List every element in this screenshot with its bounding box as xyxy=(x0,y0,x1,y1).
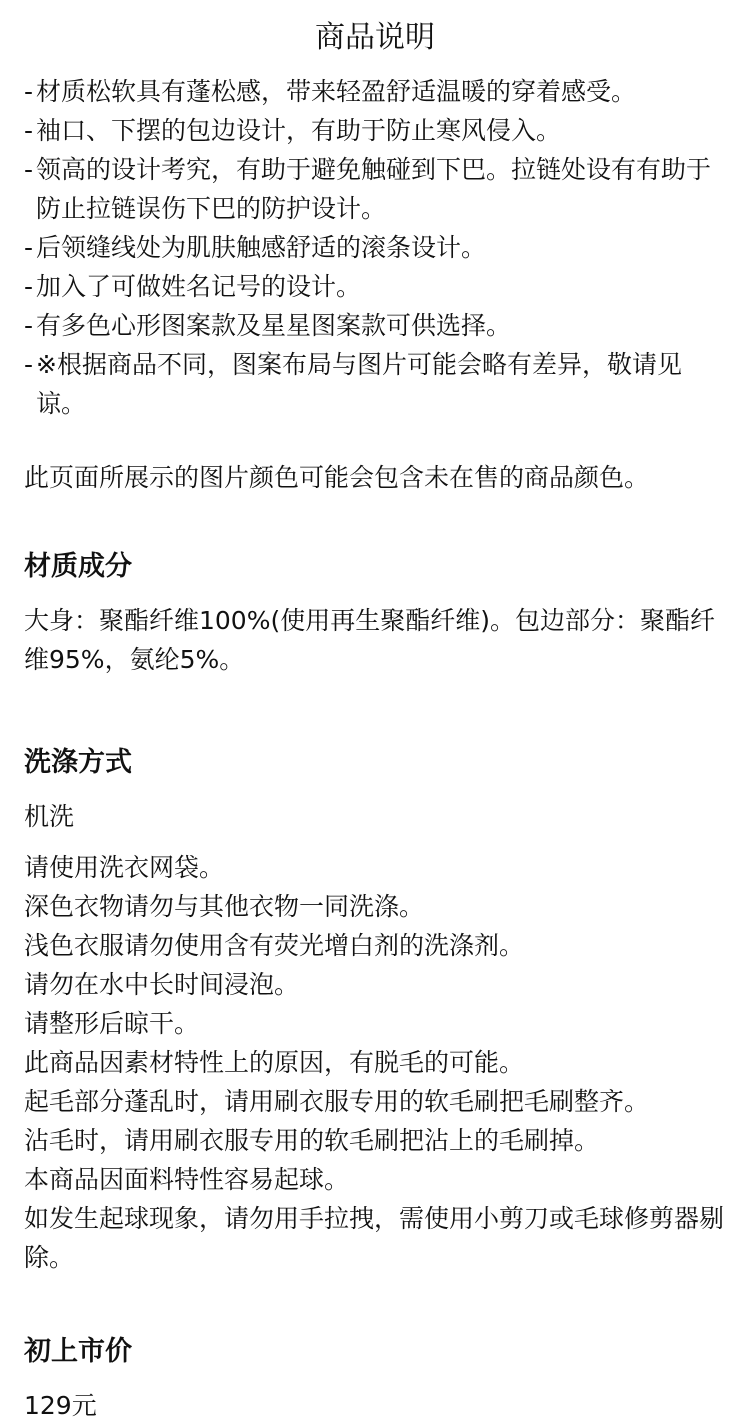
washing-instruction: 起毛部分蓬乱时，请用刷衣服专用的软毛刷把毛刷整齐。 xyxy=(24,1087,650,1116)
feature-item xyxy=(24,306,726,345)
bullet-dash: - xyxy=(24,155,34,184)
material-heading: 材质成分 xyxy=(24,551,132,582)
price-heading: 初上市价 xyxy=(24,1336,132,1367)
feature-text: 袖口、下摆的包边设计，有助于防止寒风侵入。 xyxy=(36,116,562,145)
color-note: 此页面所展示的图片颜色可能会包含未在售的商品颜色。 xyxy=(24,463,650,492)
feature-text: 领高的设计考究，有助于避免触碰到下巴。拉链处设有有助于防止拉链误伤下巴的防护设计。 xyxy=(36,155,712,223)
feature-item xyxy=(24,72,726,111)
feature-item xyxy=(24,228,726,267)
washing-instruction: 此商品因素材特性上的原因，有脱毛的可能。 xyxy=(24,1048,525,1077)
washing-instruction: 本商品因面料特性容易起球。 xyxy=(24,1165,350,1194)
washing-instruction: 如发生起球现象，请勿用手拉拽，需使用小剪刀或毛球修剪器剔除。 xyxy=(24,1204,725,1272)
feature-text: 材质松软具有蓬松感，带来轻盈舒适温暖的穿着感受。 xyxy=(36,77,637,106)
feature-item xyxy=(24,150,726,228)
washing-instruction: 请使用洗衣网袋。 xyxy=(24,853,225,882)
feature-text: ※根据商品不同，图案布局与图片可能会略有差异，敬请见谅。 xyxy=(36,350,682,418)
page-title: 商品说明 xyxy=(315,20,435,55)
bullet-dash: - xyxy=(24,311,34,340)
washing-instruction: 请整形后晾干。 xyxy=(24,1009,200,1038)
bullet-dash: - xyxy=(24,272,34,301)
feature-item xyxy=(24,267,726,306)
washing-instruction: 请勿在水中长时间浸泡。 xyxy=(24,970,300,999)
material-text: 大身：聚酯纤维100%(使用再生聚酯纤维)。包边部分：聚酯纤维95%，氨纶5%。 xyxy=(24,606,715,674)
washing-instruction: 沾毛时，请用刷衣服专用的软毛刷把沾上的毛刷掉。 xyxy=(24,1126,600,1155)
bullet-dash: - xyxy=(24,77,34,106)
feature-item xyxy=(24,111,726,150)
feature-text: 后领缝线处为肌肤触感舒适的滚条设计。 xyxy=(36,233,487,262)
washing-instruction: 深色衣物请勿与其他衣物一同洗涤。 xyxy=(24,892,425,921)
feature-list xyxy=(24,72,726,423)
washing-heading: 洗涤方式 xyxy=(24,747,132,778)
washing-instructions xyxy=(24,848,726,1277)
washing-instruction: 浅色衣服请勿使用含有荧光增白剂的洗涤剂。 xyxy=(24,931,525,960)
washing-method: 机洗 xyxy=(24,802,75,831)
feature-text: 加入了可做姓名记号的设计。 xyxy=(36,272,362,301)
bullet-dash: - xyxy=(24,350,34,379)
bullet-dash: - xyxy=(24,233,34,262)
price-value: 129元 xyxy=(24,1391,97,1420)
feature-item xyxy=(24,345,726,423)
bullet-dash: - xyxy=(24,116,34,145)
feature-text: 有多色心形图案款及星星图案款可供选择。 xyxy=(36,311,512,340)
